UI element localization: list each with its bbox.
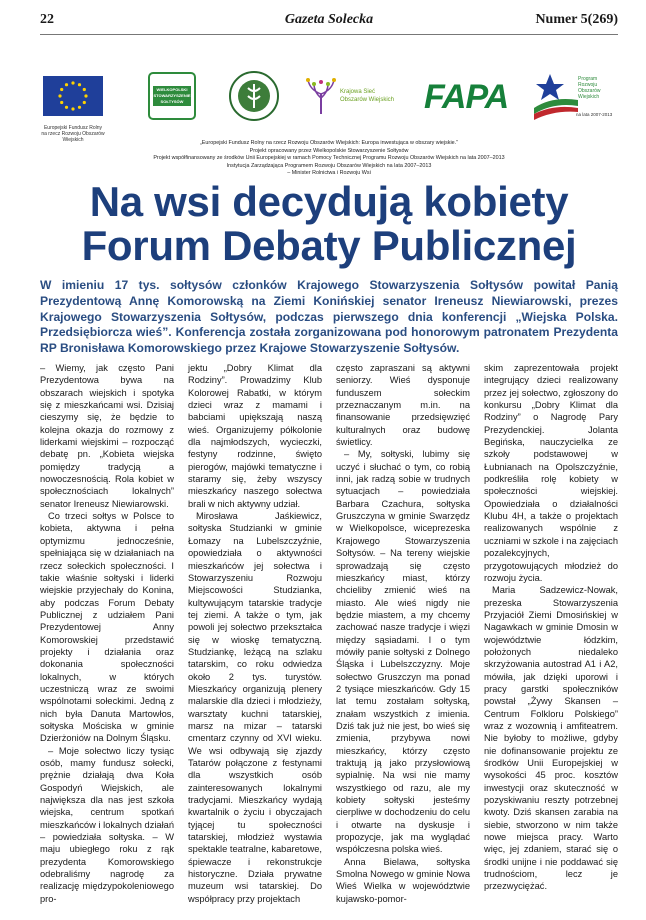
prow-text: na lata 2007-2013: [576, 112, 613, 117]
headline-line: Forum Debaty Publicznej: [81, 222, 577, 269]
page-header: [40, 12, 618, 34]
column-4: [484, 362, 618, 893]
paragraph: często zapraszani są aktywni seniorzy. Wieś dysponuje funduszem sołeckim przeznaczanym m.in. na finansowanie przedsięwzięć kulturalnych oraz budowę świetlicy.: [336, 363, 470, 448]
page-number: 22: [40, 12, 54, 27]
paragraph: – Wiemy, jak często Pani Prezydentowa bywa na obszarach wiejskich i spotyka się z mieszkańcami wsi. Dzisiaj cieszymy się, że będzie to kolejna okazja do rozmowy z liderkami wiejskimi – rozpocząć debatę pn. „Kobieta wiejska pomiędzy tradycją a nowoczesnością. Rola kobiet w społecznościach lokalnych” senator Ireneusz Niewiarowski.: [40, 363, 174, 509]
paragraph: – My, sołtyski, lubimy się uczyć i słuchać o tym, co robią inni, jak radzą sobie w trudnych sytuacjach – powiedziała Barbara Czachura, sołtyska Gruszczyna w gminie Swarzędz w Wielkopolsce, wiceprezeska Krajowego Stowarzyszenia Sołtysów. – Na tereny wiejskie sprowadzają się często mieszkańcy miast, którzy chcieliby zmienić wieś na miasto. Ale wieś nigdy nie będzie miastem, a my chcemy zachować nasze tradycje i więzi między sąsiadami. I o tym mówiły panie sołtyski z Dolnego Śląska i Lubelszczyzny. Moje sołectwo Gruszczyn ma ponad 2 tysiące mieszkańców. Gdy 15 lat temu zostałam sołtyską, znałam wszystkich z imienia. Dziś tak już nie jest, bo wieś się zmienia, przybywa nowi mieszkańcy, którzy często traktują ją jako przysłowiową sypialnię. Na wsi nie mamy wszystkiego od razu, ale my kobiety sołtyski jesteśmy cierpliwe w dochodzeniu do celu i otwarte na dyskusje i propozycje, jak ma wyglądać współczesna polska wieś.: [336, 449, 470, 855]
prow-text: Program: [578, 76, 598, 82]
funding-line: – Minister Rolnictwa i Rozwoju Wsi: [287, 170, 371, 177]
ksow-logo: [304, 78, 404, 118]
column-2: [188, 362, 322, 905]
wss-text: WIELKOPOLSKI: [156, 87, 188, 92]
wss-logo: [148, 72, 196, 120]
paragraph: Co trzeci sołtys w Polsce to kobieta, aktywna i pełna optymizmu jednocześnie, spełniająca się w działaniach na rzecz sołeckich społeczności. I takie właśnie sołtyski i liderki wiejskie przyjechały do Konina, aby podczas Forum Debaty Publicznej z udziałem Pani Prezydentowej Anny Komorowskiej przedstawić projekty i działania oraz dokonania społeczności lokalnych, w których uczestniczą wraz ze swoimi wspólnotami sołeckimi. Jedną z nich była Danuta Martowłos, sołtyska Mościska w gminie Dzierżoniów na Dolnym Śląsku.: [40, 511, 174, 744]
fapa-text: FAPA: [424, 78, 509, 116]
funding-line: Projekt opracowany przez Wielkopolskie Stowarzyszenie Sołtysów: [249, 147, 409, 154]
fapa-logo: [424, 76, 508, 118]
eu-caption-line: Europejski Fundusz Rolny: [43, 125, 103, 131]
publication-title: Gazeta Solecka: [284, 12, 374, 27]
column-3: [336, 362, 470, 905]
sponsor-logos: [40, 70, 618, 142]
seal-icon: [228, 70, 280, 122]
paragraph: jektu „Dobry Klimat dla Rodziny”. Prowadzimy Klub Kolorowej Rabatki, w którym dzieci wraz z mamami i babciami upiększają naszą wieś. Organizujemy półkolonie dla najmłodszych, wycieczki, festyny rodzinne, święto pierogów, majówki tematyczne i staramy się, żeby wszyscy mieszkańcy naszego sołectwa brali w nich aktywny udział.: [188, 363, 322, 509]
article-headline: [40, 180, 618, 268]
ksow-text: Obszarów Wiejskich: [340, 97, 395, 103]
headline-line: Na wsi decydują kobiety: [89, 178, 569, 225]
eu-flag-icon: [40, 76, 106, 116]
column-1: [40, 362, 174, 905]
prow-text: Wiejskich: [578, 94, 600, 100]
ksow-tree-icon: [304, 78, 338, 116]
paragraph: – Moje sołectwo liczy tysiąc osób, mamy fundusz sołecki, prężnie działają dwa Koła Gospodyń Wiejskich, ale największa dla nas jest szkoła wiejska, centrum spotkań mieszkańców i lokalnych działań – powiedziała sołtyska. – W maju ubiegłego roku z rąk prezydenta Komorowskiego odebraliśmy nagrodę za realizację międzypokoleniowego pro-: [40, 745, 174, 904]
wss-text: STOWARZYSZENIE: [153, 93, 191, 98]
paragraph: Maria Sadzewicz-Nowak, prezeska Stowarzyszenia Przyjaciół Ziemi Dmosińskiej w Nagawkach w gminie Dmosin w województwie łódzkim, położonych niedaleko skrzyżowania autostrad A1 i A2, mówiła, jak dzięki uporowi i pracy garstki społeczników powstał „Żywy Skansen – Centrum Folkloru Polskiego” wraz z wozownią i amfiteatrem. Nie byłoby to możliwe, gdyby nie dofinansowanie projektu ze środków Unii Europejskiej w wysokości 45 proc. kosztów inwestycji oraz skuteczność w pozyskiwaniu reszty potrzebnej kwoty. Dziś skansen zarabia na siebie, stworzono w nim także nowe miejsca pracy. Warto więc, jej zdaniem, starać się o środki unijne i nie poddawać się trudnościom, lecz je przezwyciężać.: [484, 585, 618, 892]
paragraph: skim zaprezentowała projekt integrujący dzieci realizowany przez jej sołectwo, zgłoszony do konkursu „Dobry Klimat dla Rodziny” o Nagrodę Pary Prezydenckiej. Jolanta Begińska, nauczycielka ze szkoły podstawowej w Łubnianach na Opolszczyźnie, podkreśliła rolę kobiety w społeczności wiejskiej. Opowiedziała o działalności Klubu 4H, a także o projektach realizowanych wspólnie z uczniami w szkole i na zajęciach pozalekcyjnych, przygotowujących młodzież do rozwoju życia.: [484, 363, 618, 583]
eu-caption-line: na rzecz Rozwoju Obszarów Wiejskich: [41, 131, 105, 143]
funding-line: „Europejski Fundusz Rolny na rzecz Rozwoju Obszarów Wiejskich: Europa inwestująca w obszary wiejskie.”: [200, 140, 458, 146]
issue-number: Numer 5(269): [535, 12, 618, 27]
wss-text: SOŁTYSÓW: [160, 99, 184, 104]
header-rule: [40, 34, 618, 35]
prow-logo: [532, 70, 618, 126]
paragraph: Mirosława Jaśkiewicz, sołtyska Studzianki w gminie Łomazy na Lubelszczyźnie, opowiedziała o aktywności mieszkańców jej sołectwa i Stowarzyszeniu Rozwoju Miejscowości Studzianka, kultywującym tatarskie tradycje tej ziemi. A także o tym, jak powoli jej sołectwo przekształca się w wioskę tematyczną. Studziankę, leżącą na szlaku tatarskim, co roku odwiedza około 2 tys. turystów. Mieszkańcy organizują plenery malarskie dla dzieci i młodzieży, warsztaty kuchni tatarskiej, marsz na mizar – tatarski cmentarz czynny od XVI wieku. We wsi odbywają się zjazdy Tatarów połączone z festynami dla wszystkich osób zainteresowanych lokalnymi tradycjami. Mieszkańcy wydają kwartalnik o życiu i obyczajach tyjącej tu społeczności tatarskiej, młodzież wystawia spektakle teatralne, kabaretowe, śpiewacze i rekonstrukcje historyczne. Działa prywatne muzeum wsi tatarskiej. Do współpracy przy projektach: [188, 511, 322, 904]
prow-text: Obszarów: [578, 88, 601, 94]
ministry-seal-logo: [228, 70, 280, 122]
funding-line: Projekt współfinansowany ze środków Unii Europejskiej w ramach Pomocy Technicznej Programu Rozwoju Obszarów Wiejskich na lata 2007–2013: [153, 155, 505, 162]
article-lead: W imieniu 17 tys. sołtysów członków Krajowego Stowarzyszenia Sołtysów powitał Panią Prezydentową Annę Komorowską na Ziemi Konińskiej senator Ireneusz Niewiarowski, prezes Krajowego Stowarzyszenia Sołtysów, podczas pierwszego dnia konferencji „Wiejska Polska. Przedsiębiorcza wieś”. Konferencja została zorganizowana pod honorowym patronatem Prezydenta RP Bronisława Komorowskiego przez Krajowe Stowarzyszenie Sołtysów.: [40, 278, 618, 356]
ksow-text: Krajowa Sieć: [340, 89, 376, 95]
funding-line: Instytucja Zarządzająca Programem Rozwoju Obszarów Wiejskich na lata 2007–2013: [226, 162, 432, 169]
prow-text: Rozwoju: [578, 82, 598, 88]
eu-flag-logo: [40, 76, 106, 143]
article-body: [40, 362, 618, 910]
paragraph: Anna Bielawa, sołtyska Smolna Nowego w gminie Nowa Wieś Wielka w województwie kujawsko-pomor-: [336, 856, 470, 904]
funding-statement: [40, 140, 618, 178]
